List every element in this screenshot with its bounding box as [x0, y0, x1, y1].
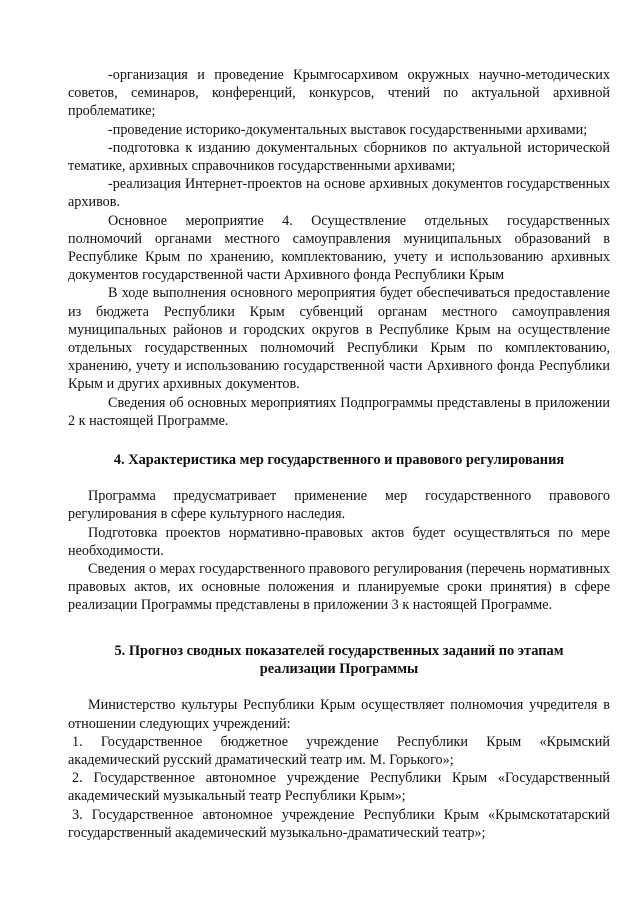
section-4-paragraph-2: Подготовка проектов нормативно-правовых актов будет осуществляться по мере необходимости. — [68, 524, 610, 559]
list-item-internet-projects: -реализация Интернет-проектов на основе архивных документов государственных архивов. — [68, 176, 610, 211]
list-item-organization: -организация и проведение Крымгосархивом окружных научно-методических советов, семинаров, конференций, конкурсов, чтений по актуальной архивной проблематике; — [68, 67, 610, 120]
section-5-heading-line-1: 5. Прогноз сводных показателей государственных заданий по этапам — [114, 643, 564, 659]
appendix-2-reference: Сведения об основных мероприятиях Подпрограммы представлены в приложении 2 к настоящей Программе. — [68, 394, 610, 429]
section-5-heading-line-2: реализации Программы — [259, 661, 419, 678]
list-item-exhibitions: -проведение историко-документальных выставок государственными архивами; — [108, 121, 588, 138]
section-4-paragraph-3: Сведения о мерах государственного правового регулирования (перечень нормативных правовых актов, их основные положения и планируемые сроки принятия) в сфере реализации Программы представлены в приложении 3 к настоящей Программе. — [68, 561, 610, 614]
section-5-intro: Министерство культуры Республики Крым осуществляет полномочия учредителя в отношении следующих учреждений: — [68, 697, 610, 732]
section-4 — [68, 451, 610, 615]
institution-item-1: 1. Государственное бюджетное учреждение Республики Крым «Крымский академический русский драматический театр им. М. Горького»; — [68, 733, 610, 769]
section-4-paragraph-1: Программа предусматривает применение мер государственного правового регулирования в сфере культурного наследия. — [68, 488, 610, 523]
institution-item-3: 3. Государственное автономное учреждение Республики Крым «Крымскотатарский государственный академический музыкально-драматический театр»; — [68, 806, 610, 841]
section3-tail — [68, 66, 610, 430]
section-5 — [68, 642, 610, 842]
list-item-publications: -подготовка к изданию документальных сборников по актуальной исторической тематике, архивных справочников государственными архивами; — [68, 139, 610, 175]
institution-item-2: 2. Государственное автономное учреждение Республики Крым «Государственный академический музыкальный театр Республики Крым»; — [68, 770, 610, 805]
measure-4-paragraph: Основное мероприятие 4. Осуществление отдельных государственных полномочий органами местного самоуправления муниципальных образований в Республике Крым по хранению, комплектованию, учету и использованию архивных документов государственной части Архивного фонда Республики Крым — [68, 212, 610, 284]
section-4-heading: 4. Характеристика мер государственного и правового регулирования — [113, 452, 565, 468]
measure-4-detail-paragraph: В ходе выполнения основного мероприятия будет обеспечиваться предоставление из бюджета Республики Крым субвенций органам местного самоуправления муниципальных районов и городских округов в Республике Крым на осуществление отдельных государственных полномочий Республики Крым по комплектованию, хранению, учету и использованию государственной части Архивного фонда Республики Крым и других архивных документов. — [68, 285, 610, 393]
